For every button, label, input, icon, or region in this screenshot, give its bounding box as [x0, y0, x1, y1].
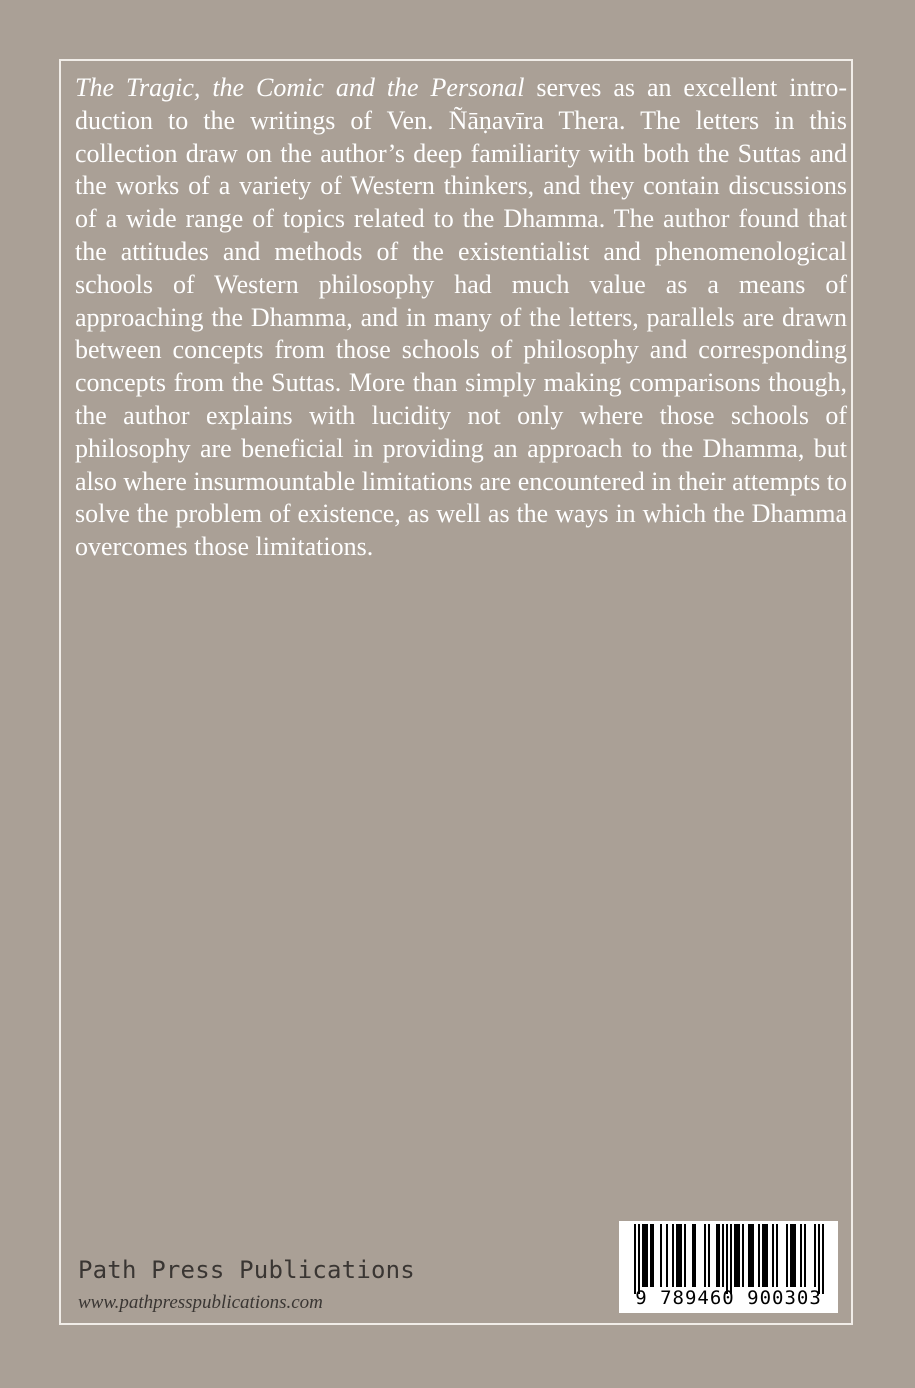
blurb-text: serves as an excellent introduction to the writings of Ven. Ñāṇavīra Thera. The letters in this collection draw on the author’s deep familiarity with both the Suttas and the works of a variety of Western thinkers, and they contain discussions of a wide range of topics related to the Dhamma. The author found that the attitudes and methods of the existentialist and phenomenological schools of Western philosophy had much value as a means of approaching the Dhamma, and in many of the letters, parallels are drawn between concepts from those schools of philosophy and corresponding concepts from the Suttas. More than simply making comparisons though, the author explains with lucidity not only where those schools of philosophy are beneficial in providing an approach to the Dhamma, but also where insurmountable limitations are encountered in their attempts to solve the problem of existence, as well as the ways in which the Dhamma overcomes those limitations. [75, 73, 847, 562]
barcode-bar [684, 1224, 686, 1287]
barcode-bar [742, 1224, 744, 1287]
barcode-bar [694, 1224, 696, 1287]
barcode-bar [726, 1224, 728, 1294]
isbn-barcode [619, 1221, 838, 1313]
barcode-bar [786, 1224, 788, 1287]
barcode-bar [646, 1224, 648, 1287]
barcode-bar [772, 1224, 774, 1287]
barcode-bar [708, 1224, 710, 1287]
barcode-bar [680, 1224, 682, 1287]
barcode-bar [642, 1224, 644, 1287]
barcode-bar [634, 1224, 636, 1294]
barcode-bar [818, 1224, 820, 1294]
barcode-bar [776, 1224, 778, 1287]
barcode-bar [650, 1224, 652, 1287]
barcode-bar [822, 1224, 824, 1294]
barcode-bar [652, 1224, 654, 1287]
publisher-name: Path Press Publications [78, 1256, 415, 1284]
barcode-bar [716, 1224, 718, 1287]
barcode-bar [734, 1224, 736, 1287]
barcode-bar [666, 1224, 668, 1287]
barcode-bar [638, 1224, 640, 1294]
barcode-bar [692, 1224, 694, 1287]
barcode-bar [722, 1224, 724, 1287]
barcode-number: 9 789460 900303 [635, 1287, 822, 1309]
barcode-bar [704, 1224, 706, 1287]
barcode-bar [718, 1224, 720, 1287]
barcode-bar [762, 1224, 764, 1287]
barcode-bar [792, 1224, 794, 1287]
barcode-bar [748, 1224, 750, 1287]
barcode-bar [736, 1224, 738, 1287]
barcode-bar [800, 1224, 802, 1287]
barcode-bar [678, 1224, 680, 1287]
barcode-bar [676, 1224, 678, 1287]
barcode-bar [804, 1224, 806, 1287]
barcode-bar [766, 1224, 768, 1287]
barcode-bar [758, 1224, 760, 1287]
publisher-website: www.pathpresspublications.com [78, 1292, 323, 1313]
barcode-bar [764, 1224, 766, 1287]
barcode-bar [644, 1224, 646, 1287]
book-title-italic: The Tragic, the Comic and the Personal [75, 73, 525, 102]
back-cover-blurb [75, 72, 847, 564]
barcode-bar [672, 1224, 674, 1287]
barcode-bar [730, 1224, 732, 1294]
barcode-bar [752, 1224, 754, 1287]
barcode-bar [794, 1224, 796, 1287]
barcode-bar [814, 1224, 816, 1287]
barcode-bar [660, 1224, 662, 1287]
barcode-bar [738, 1224, 740, 1287]
barcode-bar [750, 1224, 752, 1287]
barcode-bar [790, 1224, 792, 1287]
